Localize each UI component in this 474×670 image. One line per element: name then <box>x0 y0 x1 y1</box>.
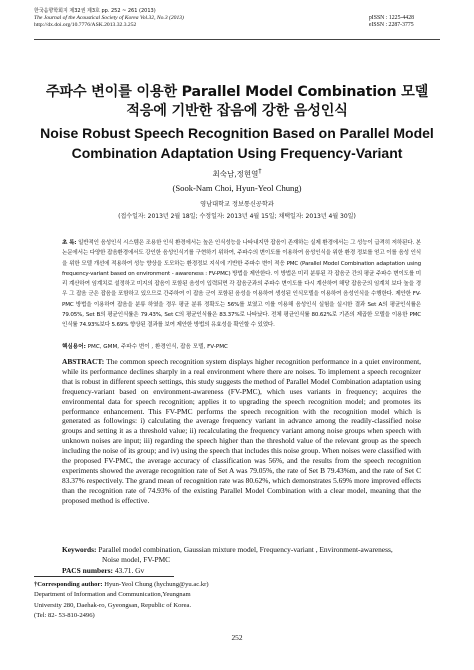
abstract-english <box>62 357 421 506</box>
affiliation: 영남대학교 정보통신공학과 <box>200 201 274 208</box>
footnote-rule <box>34 576 174 577</box>
submission-dates: (접수일자: 2013년 2월 18일; 수정일자: 2013년 4월 15일; 채택일자: 2013년 4월 30일) <box>118 213 356 220</box>
journal-doi[interactable]: http://dx.doi.org/10.7776/ASK.2013.32.3.252 <box>34 22 137 28</box>
title-english <box>0 123 474 163</box>
page-number: 252 <box>231 633 243 642</box>
corresponding-author-label: †Corresponding author: <box>34 581 103 588</box>
pacs-value: 43.71. Gv <box>114 566 145 575</box>
keywords-english-line2: Noise model, FV-PMC <box>102 554 171 564</box>
pissn: pISSN : 1225-4428 <box>368 15 414 21</box>
keywords-english <box>62 545 421 565</box>
abstract-korean <box>62 238 421 331</box>
issn-block <box>369 15 414 29</box>
authors-korean <box>0 168 474 180</box>
abstract-english-label: ABSTRACT: <box>62 357 105 366</box>
title-english-line2: Combination Adaptation Using Frequency-Variant <box>71 145 403 161</box>
footnote-address-line1: Department of Information and Communication,Yeungnam <box>34 591 191 599</box>
title-korean-line1: 주파수 변이를 이용한 Parallel Model Combination 모델 <box>45 84 429 100</box>
title-korean <box>0 83 474 121</box>
pacs-label: PACS numbers: <box>62 566 113 575</box>
corresponding-author: Hyun-Yeol Chung (hychung@yu.ac.kr) <box>104 581 209 588</box>
journal-line-english: The Journal of the Acoustical Society of Korea Vol.32, No.3 (2013) <box>34 15 184 21</box>
footnote <box>34 580 394 621</box>
keywords-korean-text: PMC, GMM, 주파수 변이 , 환경인식, 잡음 모델, FV-PMC <box>87 344 228 350</box>
authors-korean-names: 최숙남,정현열 <box>212 169 259 179</box>
keywords-korean <box>62 342 421 350</box>
keywords-korean-label: 핵심용어: <box>62 344 86 350</box>
pacs-numbers <box>62 566 144 575</box>
abstract-korean-label: 초 록: <box>62 240 77 246</box>
keywords-english-label: Keywords: <box>62 545 97 554</box>
footnote-phone: (Tel: 82- 53-810-2496) <box>34 611 95 619</box>
journal-line-korean: 한국음향학회지 제32권 제3호 pp. 252 ~ 261 (2013) <box>34 8 156 14</box>
title-korean-line2: 적응에 기반한 잡음에 강한 음성인식 <box>126 103 348 119</box>
journal-header <box>34 8 184 29</box>
authors-english: (Sook-Nam Choi, Hyun-Yeol Chung) <box>172 183 302 193</box>
keywords-english-line1: Parallel model combination, Gaussian mixture model, Frequency-variant , Environment-awareness, <box>98 545 393 554</box>
corresponding-mark: † <box>258 168 262 175</box>
abstract-korean-text: 일반적인 음성인식 시스템은 조용한 인식 환경에서는 높은 인식성능을 나타내지만 잡음이 존재하는 실제 환경에서는 그 성능이 급격히 저하된다. 본 논문에서는 다양한 잡음환경에서도 강인한 음성인식기를 구현하기 위하여, 주파수의 변이도를 이용하여 음성인식을 위한 환경 정보를 얻고 이를 음성 인식을 위한 모델 개선에 적용하여 성능 향상을 도모하는 환경정보 지식에 기반한 주파수 변이 적응 PMC (Parallel Model Combination adaptation using frequency-variant based on environment - awareness : FV-PMC) 방법을 제안한다. 이 방법은 미리 분류된 각 잡음군 간의 평균 주파수 변이도를 미리 계산하여 임계치로 설정하고 미지의 잡음이 포함된 음성이 입력되면 각 잡음군과의 주파수 변이도를 다시 계산하여 해당 잡음군의 임계치 보다 높을 경우 그 잡음 군은 잡음을 포함하고 있으므로 간주하여 이 잡음 군이 포함된 음성을 이용하여 생성된 인식모델을 이용하여 음성인식을 수행한다. 제안한 FV-PMC 방법을 이용하여 잡음을 분류 하였을 경우 평균 분류 정확도는 56%를 보였고 이를 이용해 음성인식 실험을 실시한 결과 Set A의 평균인식률은 79.05%, Set B의 평균인식률은 79.43%, Set C의 평균인식률은 83.37%로 나타났다. 전체 평균인식률 80.62%로 기존의 제곱한 모델을 이용한 PMC 인식률 74.93%보다 5.69% 향상된 결과를 보여 제안한 방법의 유효성을 확인할 수 있었다. <box>62 240 421 329</box>
title-english-line1: Noise Robust Speech Recognition Based on Parallel Model <box>40 125 434 141</box>
header-rule <box>34 39 440 40</box>
eissn: eISSN : 2287-3775 <box>368 22 414 28</box>
abstract-english-text: The common speech recognition system displays higher recognition performance in a quiet environment, while its performance declines sharply in a real environment where there are noises. To implement a speech recognizer that is robust in different speech settings, this study suggests the method of Parallel Model Combination adaptation using frequency-variant based on environment-awareness (FV-PMC), which uses variants in frequency; acquires the environmental data for speech recognition; applies it to upgrading the speech recognition model; and promotes its performance enhancement. This FV-PMC performs the speech recognition with the recognition model which is generated as followings: i) calculating the average frequency variant in advance among the readily-classified noise groups and setting it as a threshold value; ii) recalculating the frequency variant among noise groups when speech with unknown noises are input; iii) regarding the speech higher than the threshold value of the relevant group as the speech including the noise of its group; and iv) using the speech that includes this noise group. When noises were classified with the proposed FV-PMC, the average accuracy of classification was 56%, and the results from the speech recognition experiments showed the average recognition rate of Set A was 79.05%, the rate of Set B 79.43%m, and the rate of Set C 83.37% respectively. The grand mean of recognition rate was 80.62%, which demonstrates 5.69% more improved effects than the recognition rate of 74.93% of the existing Parallel Model Combination with a clear model, meaning that the proposed method is effective. <box>62 357 422 505</box>
footnote-address-line2: University 280, Daehak-ro, Gyeongsan, Republic of Korea. <box>34 601 192 609</box>
